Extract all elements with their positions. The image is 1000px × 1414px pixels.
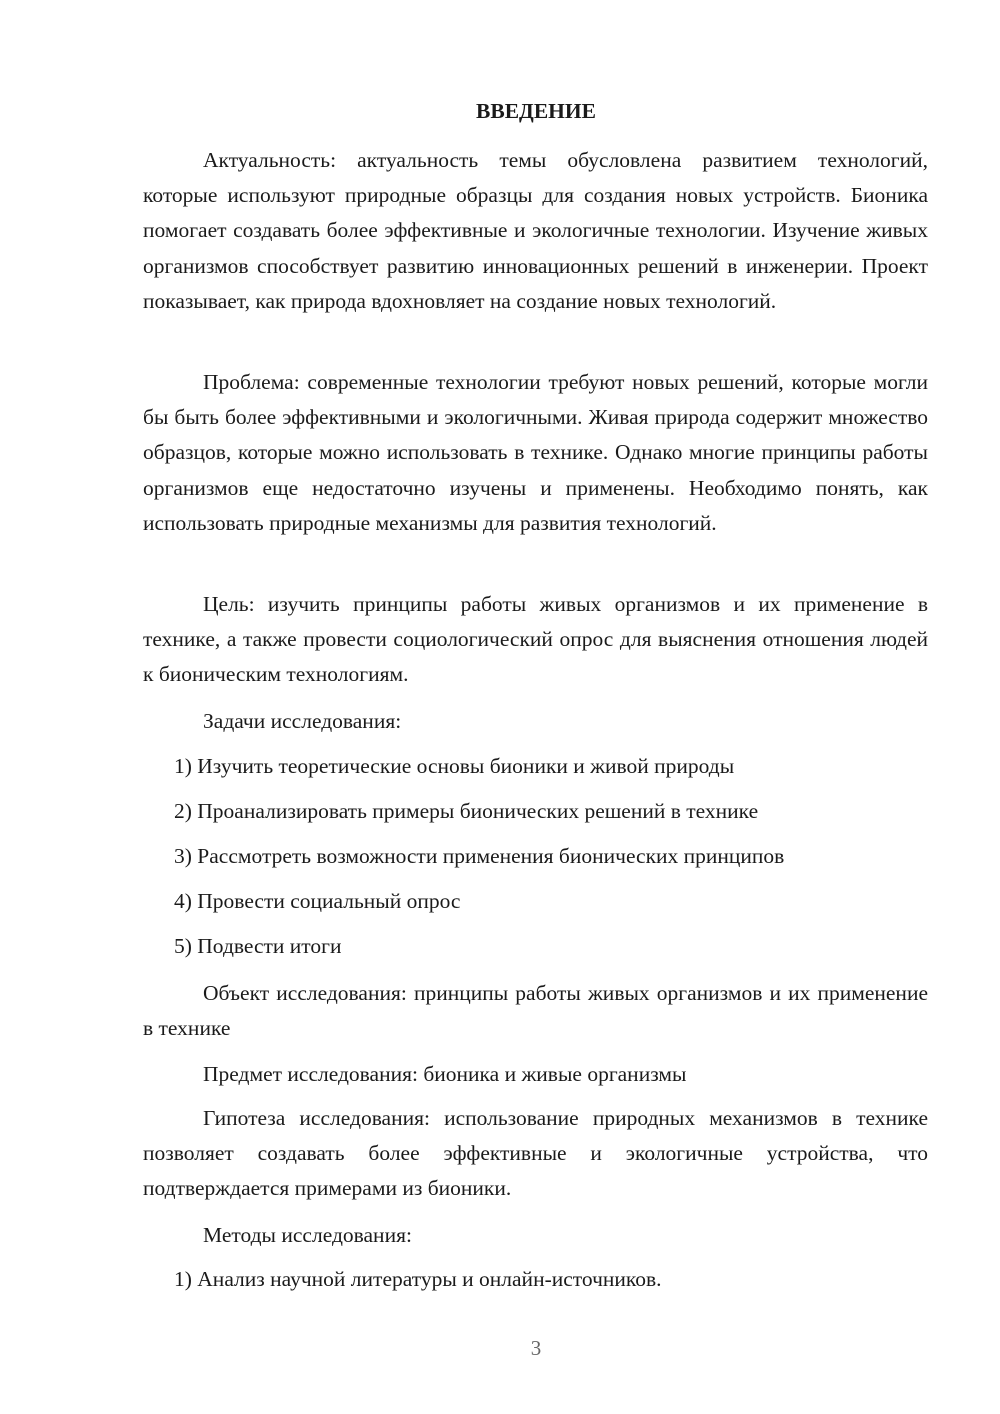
tasks-label: Задачи исследования: (203, 709, 402, 733)
page-number: 3 (530, 1336, 542, 1360)
paragraph-object: Объект исследования: принципы работы живых организмов и их применение в технике (143, 981, 928, 1041)
task-item-5: 5) Подвести итоги (174, 934, 342, 958)
methods-label: Методы исследования: (203, 1223, 412, 1247)
section-heading: ВВЕДЕНИЕ (476, 99, 596, 123)
paragraph-subject: Предмет исследования: бионика и живые организмы (203, 1062, 687, 1086)
paragraph-problem: Проблема: современные технологии требуют новых решений, которые могли бы быть более эффективными и экологичными. Живая природа содержит множество образцов, которые можно использовать в технике. Однако многие принципы работы организмов еще недостаточно изучены и применены. Необходимо понять, как использовать природные механизмы для развития технологий. (143, 370, 928, 535)
task-item-4: 4) Провести социальный опрос (174, 889, 461, 913)
task-item-3: 3) Рассмотреть возможности применения бионических принципов (174, 844, 785, 868)
paragraph-goal: Цель: изучить принципы работы живых организмов и их применение в технике, а также провести социологический опрос для выяснения отношения людей к бионическим технологиям. (143, 592, 928, 687)
paragraph-relevance: Актуальность: актуальность темы обусловлена развитием технологий, которые используют природные образцы для создания новых устройств. Бионика помогает создавать более эффективные и экологичные технологии. Изучение живых организмов способствует развитию инновационных решений в инженерии. Проект показывает, как природа вдохновляет на создание новых технологий. (143, 148, 928, 313)
task-item-1: 1) Изучить теоретические основы бионики и живой природы (174, 754, 735, 778)
paragraph-hypothesis: Гипотеза исследования: использование природных механизмов в технике позволяет создавать более эффективные и экологичные устройства, что подтверждается примерами из бионики. (143, 1106, 928, 1201)
task-item-2: 2) Проанализировать примеры бионических решений в технике (174, 799, 759, 823)
method-item-1: 1) Анализ научной литературы и онлайн-источников. (174, 1267, 662, 1291)
